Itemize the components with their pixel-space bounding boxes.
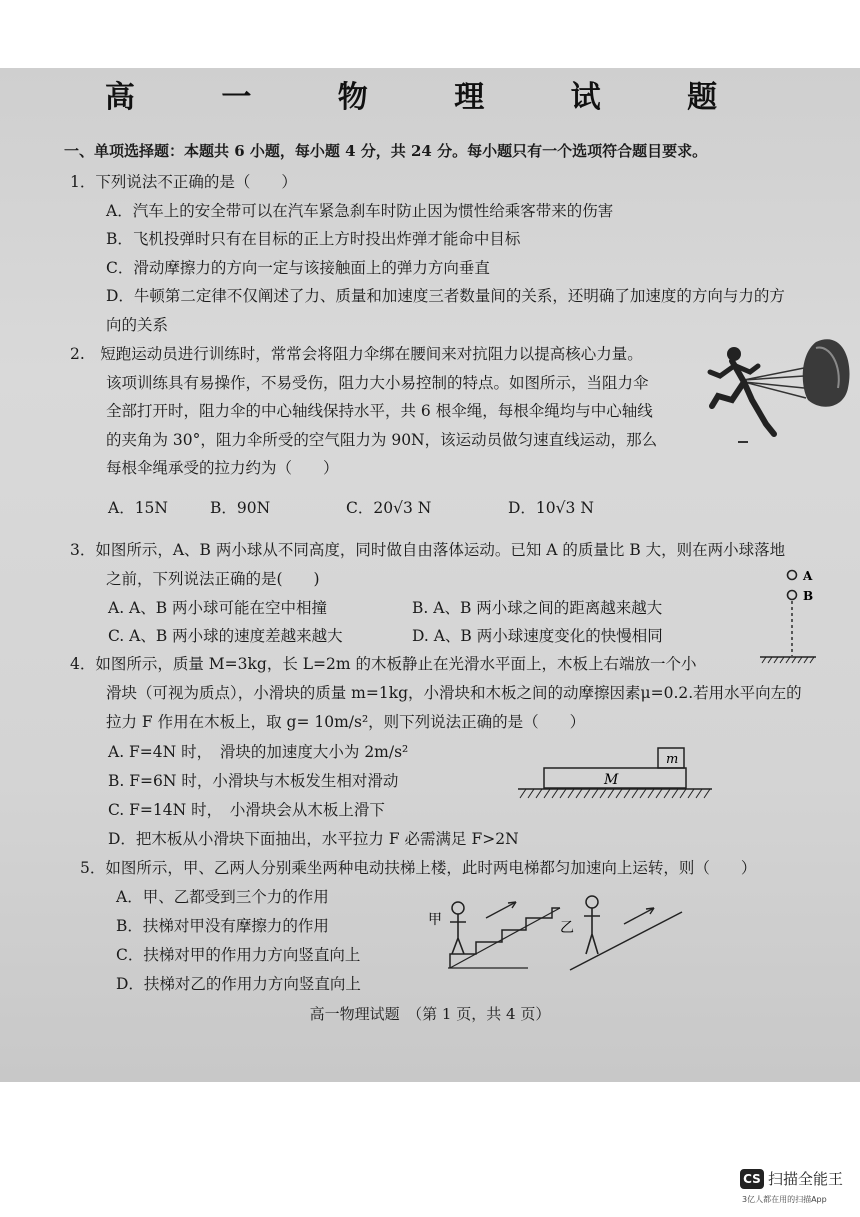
q4-option-c: C. F=14N 时， 小滑块会从木板上滑下 [108, 801, 385, 819]
q2-line2: 该项训练具有易操作，不易受伤，阻力大小易控制的特点。如图所示，当阻力伞 [106, 374, 649, 392]
q3-line1: 3．如图所示，A、B 两小球从不同高度，同时做自由落体运动。已知 A 的质量比 B 大，则在两小球落地 [70, 541, 786, 559]
camscanner-badge-icon: CS [740, 1169, 764, 1189]
ball-b-label: B [803, 589, 814, 603]
ball-a [788, 571, 797, 580]
q2-option-c: C．20√3 N [346, 499, 432, 517]
q2-option-d: D．10√3 N [508, 499, 594, 517]
q1-option-c: C．滑动摩擦力的方向一定与该接触面上的弹力方向垂直 [106, 259, 490, 277]
q4-option-a: A. F=4N 时， 滑块的加速度大小为 2m/s² [108, 743, 409, 761]
ball-a-label: A [803, 569, 813, 583]
q5-option-b: B．扶梯对甲没有摩擦力的作用 [116, 917, 329, 935]
page-footer: 高一物理试题 （第 1 页，共 4 页） [309, 1005, 551, 1023]
section-heading: 一、单项选择题：本题共 6 小题，每小题 4 分，共 24 分。每小题只有一个选项符合题目要求。 [64, 142, 708, 160]
sprinter-parachute-figure [704, 330, 854, 448]
q1-option-a: A．汽车上的安全带可以在汽车紧急刹车时防止因为惯性给乘客带来的伤害 [106, 202, 614, 220]
q4-option-b: B. F=6N 时，小滑块与木板发生相对滑动 [108, 772, 399, 790]
q2-line3: 全部打开时，阻力伞的中心轴线保持水平，共 6 根伞绳，每根伞绳均与中心轴线 [106, 402, 653, 420]
q1-stem: 1．下列说法不正确的是（ ） [70, 173, 297, 191]
ball-b [788, 591, 797, 600]
q1-option-b: B．飞机投弹时只有在目标的正上方时投出炸弹才能命中目标 [106, 230, 521, 248]
board-block-figure [514, 744, 716, 802]
q4-line1: 4．如图所示，质量 M=3kg，长 L=2m 的木板静止在光滑水平面上，木板上右端放一个小 [70, 655, 697, 673]
q2-line5: 每根伞绳承受的拉力约为（ ） [106, 459, 339, 477]
q3-option-a: A. A、B 两小球可能在空中相撞 [108, 599, 328, 617]
q3-option-c: C. A、B 两小球的速度差越来越大 [108, 627, 343, 645]
camscanner-name: 扫描全能王 [768, 1170, 844, 1188]
q2-option-a: A．15N [108, 499, 168, 517]
small-block-label: m [666, 752, 679, 767]
q2-line4: 的夹角为 30°，阻力伞所受的空气阻力为 90N，该运动员做匀速直线运动，那么 [106, 431, 658, 449]
page-title: 高 一 物 理 试 题 [104, 80, 756, 115]
q5-option-c: C．扶梯对甲的作用力方向竖直向上 [116, 946, 361, 964]
q3-option-d: D. A、B 两小球速度变化的快慢相同 [412, 627, 663, 645]
person-jia-label: 甲 [428, 912, 442, 928]
q1-option-d-cont: 向的关系 [106, 316, 169, 334]
q4-line2: 滑块（可视为质点），小滑块的质量 m=1kg，小滑块和木板之间的动摩擦因素μ=0.2.若用水平向左的 [106, 684, 802, 702]
q5-option-a: A．甲、乙都受到三个力的作用 [116, 888, 329, 906]
camscanner-tagline: 3亿人都在用的扫描App [742, 1195, 827, 1204]
falling-balls-figure [752, 562, 820, 666]
q5-stem: 5．如图所示，甲、乙两人分别乘坐两种电动扶梯上楼，此时两电梯都匀加速向上运转，则（ ） [80, 859, 757, 877]
camscanner-logo [740, 1168, 843, 1189]
q3-option-b: B. A、B 两小球之间的距离越来越大 [412, 599, 663, 617]
person-yi-label: 乙 [560, 920, 574, 936]
q5-option-d: D．扶梯对乙的作用力方向竖直向上 [116, 975, 361, 993]
q2-line1: 2. 短跑运动员进行训练时，常常会将阻力伞绑在腰间来对抗阻力以提高核心力量。 [70, 345, 643, 363]
escalator-figure [424, 888, 688, 972]
q2-option-b: B．90N [210, 499, 271, 517]
q4-option-d: D．把木板从小滑块下面抽出，水平拉力 F 必需满足 F>2N [108, 830, 519, 848]
board-label: M [604, 772, 619, 788]
q1-option-d: D．牛顿第二定律不仅阐述了力、质量和加速度三者数量间的关系，还明确了加速度的方向与力的方 [106, 287, 785, 305]
q3-line2: 之前，下列说法正确的是( ) [106, 570, 320, 588]
q4-line3: 拉力 F 作用在木板上，取 g= 10m/s²，则下列说法正确的是（ ） [106, 713, 586, 731]
